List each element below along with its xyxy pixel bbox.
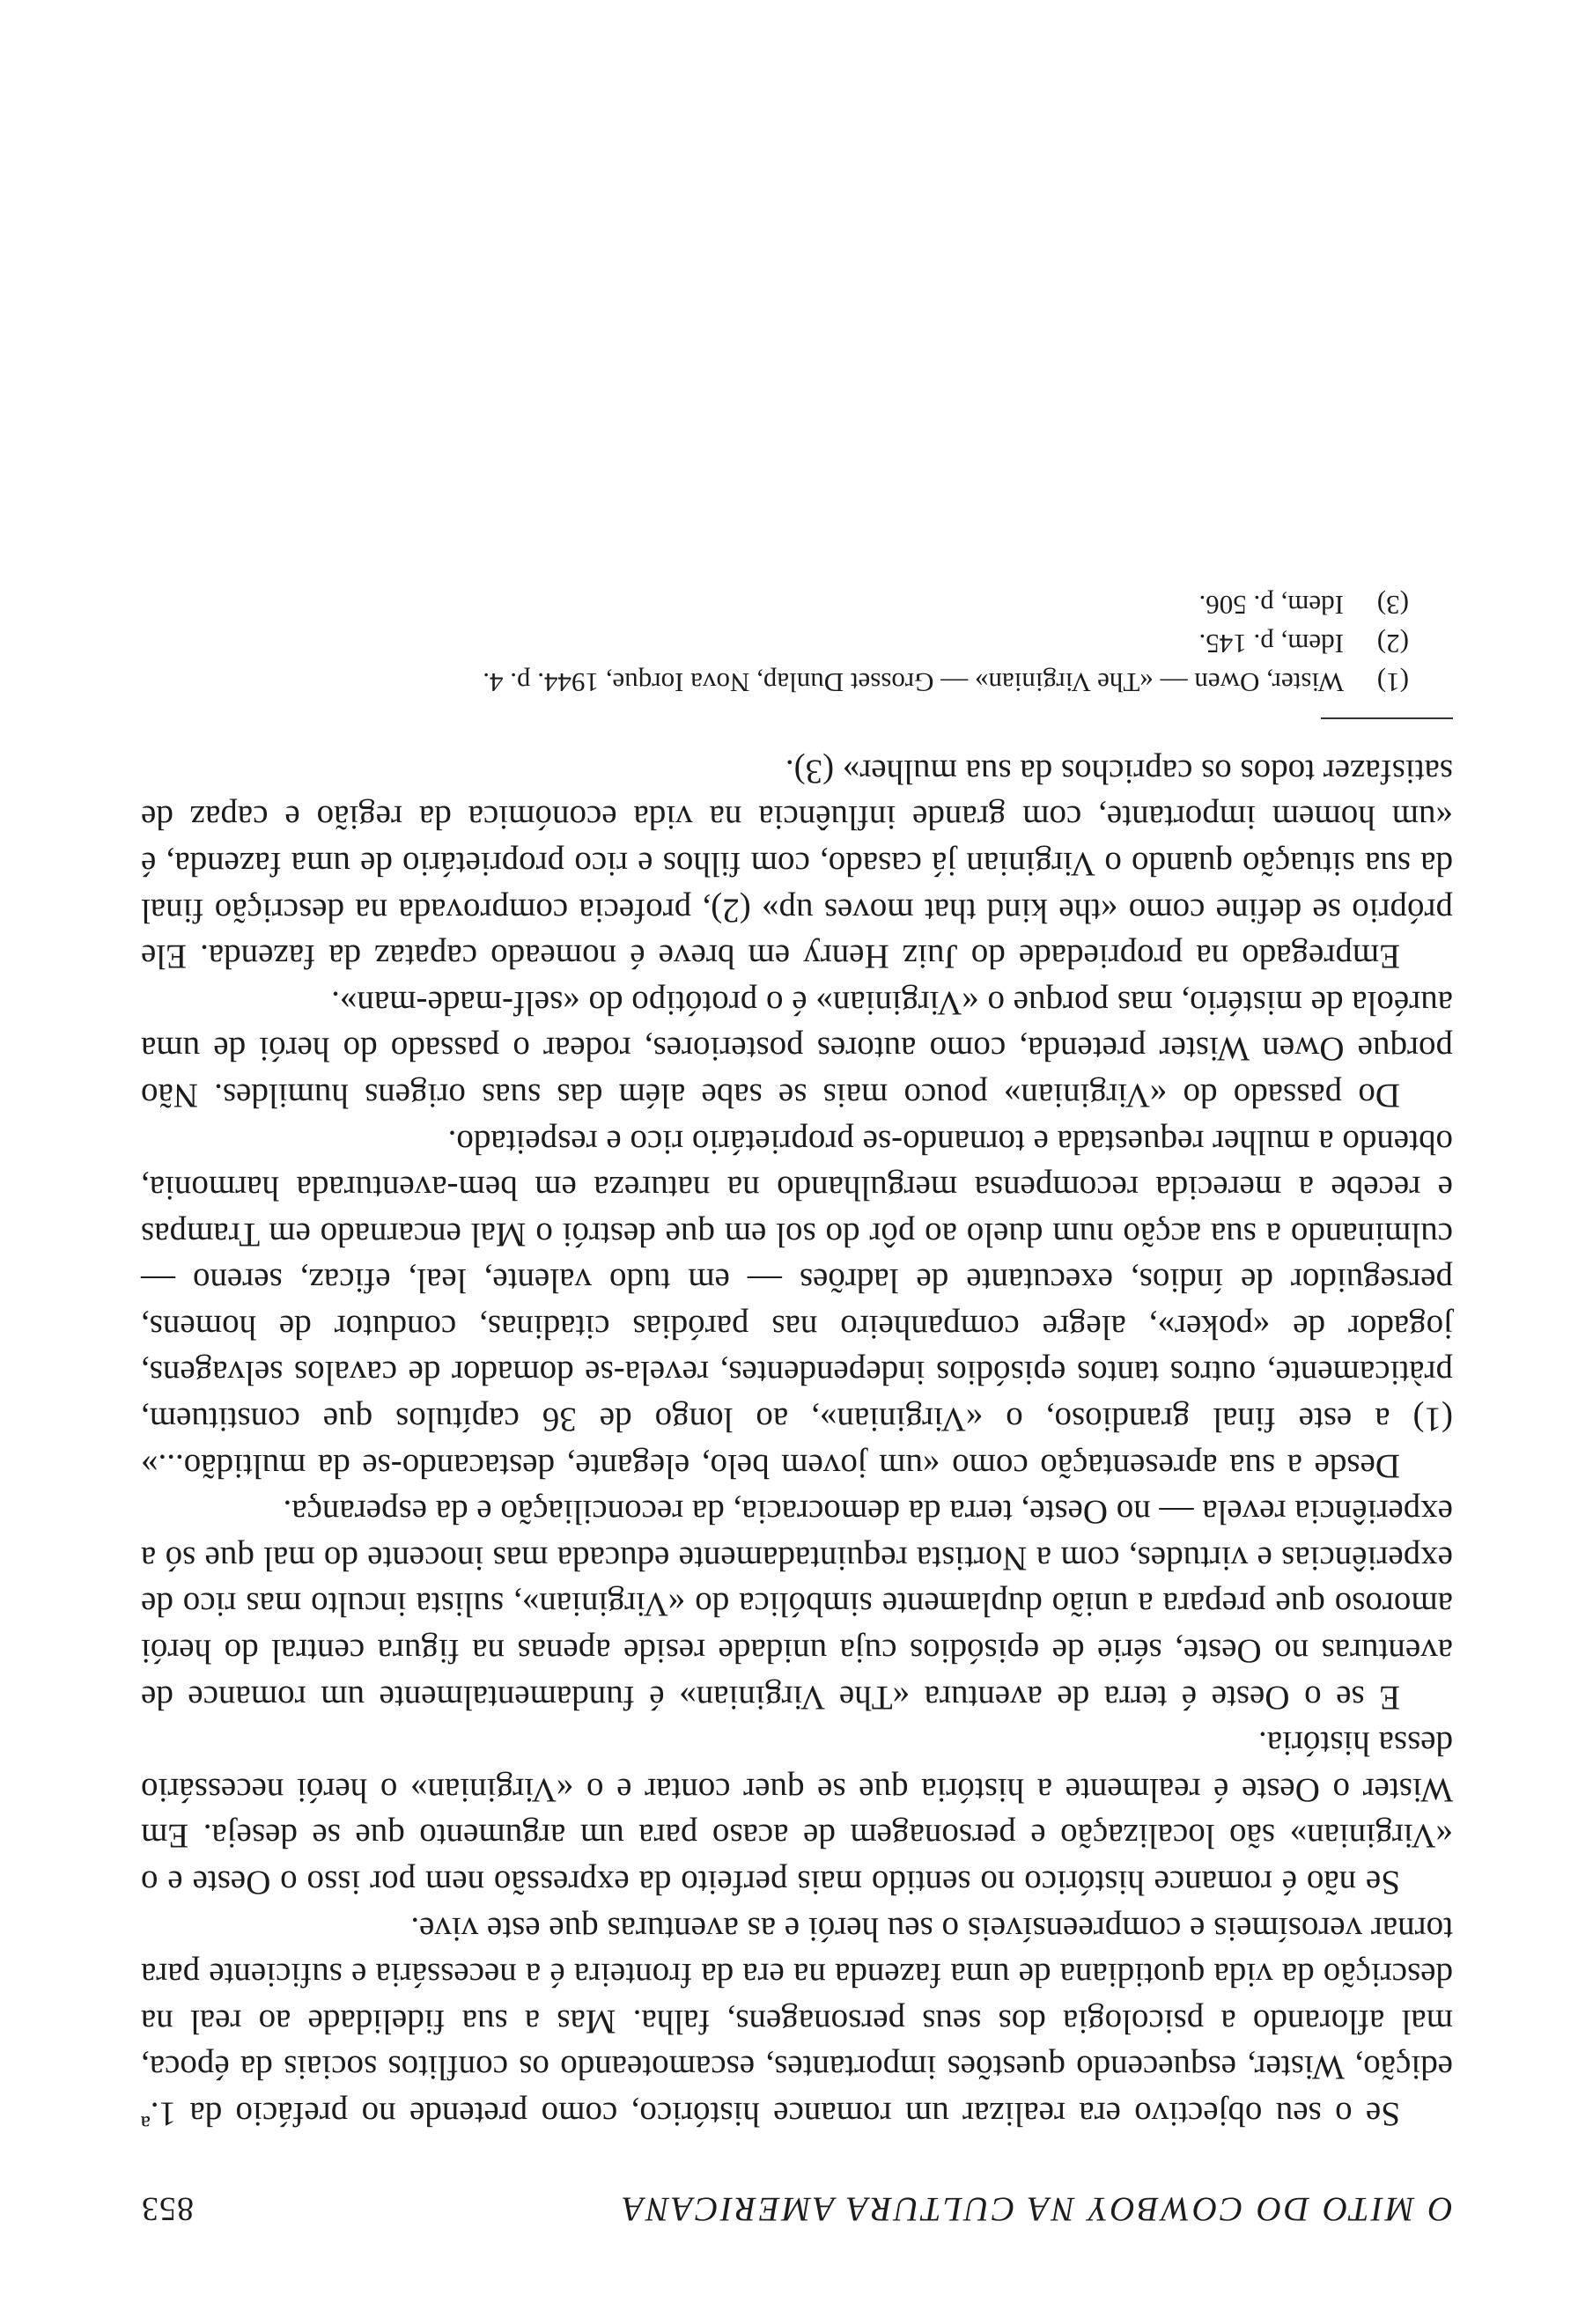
page-number: 853 xyxy=(141,2190,194,2227)
paragraph-4: Desde a sua apresentação como «um jovem belo, elegante, destacando-se da multidão...» (1) a este final grandioso, o «Virginian», ao longo de 36 capítulos que constituem, pràticamente, outros tantos episódios independentes, revela-se domador de cavalos selvagens, jogador de «poker», alegre companheiro nas paródias citadinas, condutor de homens, perseguidor de índios, executante de ladrões — em tudo valente, leal, eficaz, sereno — culminando a sua acção num duelo ao pôr do sol em que destrói o Mal encarnado em Trampas e recebe a merecida recompensa mergulhando na natureza em bem-aventurada harmonia, obtendo a mulher requestada e tornando-se proprietário rico e respeitado. xyxy=(141,1122,1453,1485)
running-head xyxy=(141,2176,1453,2229)
footnote-2 xyxy=(141,624,1453,663)
footnote-rule xyxy=(1321,717,1453,719)
body-text xyxy=(141,747,1453,2136)
paragraph-6: Empregado na propriedade do Juiz Henry em breve é nomeado capataz da fazenda. Ele próprio se define como «the kind that moves up» (2), profecia comprovada na descrição final da sua situação quando o Virginian já casado, com filhos e rico proprietário de uma fazenda, é «um homem importante, com grande influência na vida económica da região e capaz de satisfazer todos os caprichos da sua mulher» (3). xyxy=(141,752,1453,976)
paragraph-3: E se o Oeste é terra de aventura «The Virginian» é fundamentalmente um romance de aventuras no Oeste, série de episódios cuja unidade reside apenas na figura central do herói amoroso que prepara a união duplamente simbólica do «Virginian», sulista inculto mas rico de experiências e virtudes, com a Nortista requintadamente educada mas inocente do mal que só a experiência revela — no Oeste, terra da democracia, da reconciliação e da esperança. xyxy=(141,1493,1453,1717)
running-title: O MITO DO COWBOY NA CULTURA AMERICANA xyxy=(620,2190,1453,2228)
footnote-1 xyxy=(141,663,1453,702)
footnote-text: Idem, p. 506. xyxy=(1198,590,1344,621)
paragraph-5: Do passado do «Virginian» pouco mais se sabe além das suas origens humildes. Não porque Owen Wister pretenda, como autores posteriores, rodear o passado do herói de uma auréola de mistério, mas porque o «Virginian» é o protótipo do «self-made-man». xyxy=(141,983,1453,1114)
footnote-text: Wister, Owen — «The Virginian» — Grosset Dunlap, Nova Iorque, 1944. p. 4. xyxy=(483,667,1344,699)
footnote-mark: (3) xyxy=(1376,590,1409,621)
text-column xyxy=(141,585,1453,2229)
footnote-text: Idem, p. 145. xyxy=(1198,629,1344,660)
footnote-3 xyxy=(141,585,1453,624)
footnote-mark: (2) xyxy=(1376,629,1409,660)
paragraph-1: Se o seu objectivo era realizar um romance histórico, como pretende no prefácio da 1.ª edição, Wister, esquecendo questões importantes, escamoteando os conflitos sociais da época, mal aflorando a psicologia dos seus personagens, falha. Mas a sua fidelidade ao real na descrição da vida quotidiana de uma fazenda na era da fronteira é a necessária e suficiente para tornar verosímeis e compreensíveis o seu herói e as aventuras que este vive. xyxy=(141,1909,1453,2133)
footnotes xyxy=(141,585,1453,702)
footnote-mark: (1) xyxy=(1376,667,1409,699)
paragraph-2: Se não é romance histórico no sentido mais perfeito da expressão nem por isso o Oeste e o «Virginian» são localização e personagem de acaso para um argumento que se deseja. Em Wister o Oeste é realmente a história que se quer contar e o «Virginian» o herói necessário dessa história. xyxy=(141,1725,1453,1902)
